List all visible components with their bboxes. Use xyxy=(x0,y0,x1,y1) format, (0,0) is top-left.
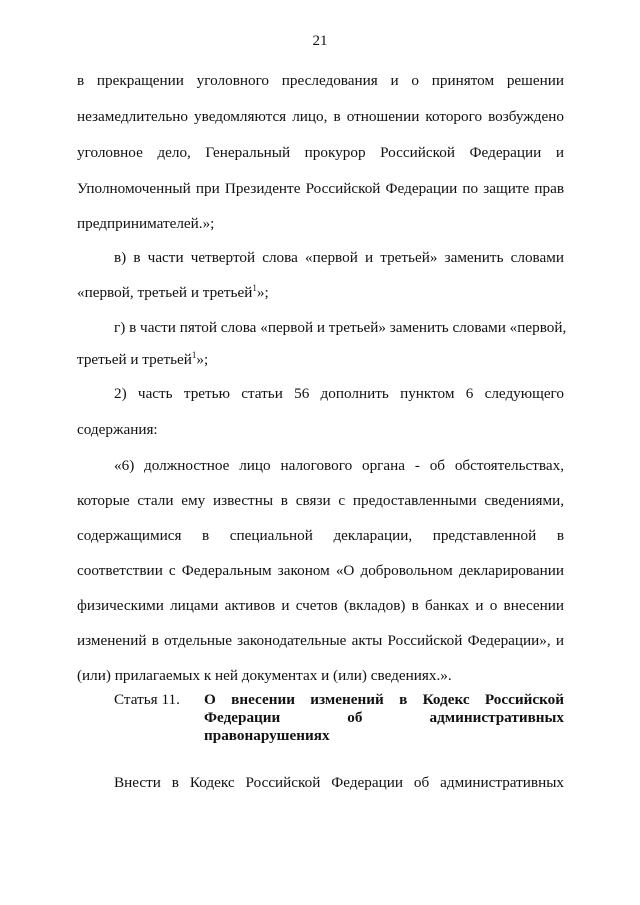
article-label: Статья 11. xyxy=(114,691,180,708)
item-2-line-2: содержания: xyxy=(77,421,158,438)
article-title-line: Федерации об административных xyxy=(204,709,564,726)
item-2-line: 2) часть третью статьи 56 дополнить пунктом 6 следующего xyxy=(114,385,564,402)
item-6-line: содержащимися в специальной декларации, представленной в xyxy=(77,527,564,544)
item-6-line: (или) прилагаемых к ней документах и (или) сведениях.». xyxy=(77,667,452,684)
paragraph-line: уголовное дело, Генеральный прокурор Российской Федерации и xyxy=(77,144,564,161)
item-g-line-2 xyxy=(77,350,564,370)
item-g-text-end: »; xyxy=(196,351,209,368)
item-6-line: соответствии с Федеральным законом «О добровольном декларировании xyxy=(77,562,564,579)
superscript-marker: 1 xyxy=(191,350,197,360)
item-v-line: в) в части четвертой слова «первой и третьей» заменить словами xyxy=(114,249,564,266)
item-6-line: которые стали ему известны в связи с предоставленными сведениями, xyxy=(77,492,564,509)
superscript-marker: 1 xyxy=(252,283,257,293)
item-6-line: изменений в отдельные законодательные акты Российской Федерации», и xyxy=(77,632,564,649)
item-v-text-end: »; xyxy=(256,284,269,301)
item-g-text: третьей и третьей xyxy=(77,351,192,368)
item-6-line: физическими лицами активов и счетов (вкладов) в банках и о внесении xyxy=(77,597,564,614)
item-6-line: «6) должностное лицо налогового органа - об обстоятельствах, xyxy=(114,457,564,474)
item-g-line: г) в части пятой слова «первой и третьей» заменить словами «первой, xyxy=(114,319,567,336)
paragraph-line: незамедлительно уведомляются лицо, в отношении которого возбуждено xyxy=(77,108,564,125)
item-v-line-2 xyxy=(77,283,564,303)
page-number: 21 xyxy=(312,33,328,49)
article-title-line: О внесении изменений в Кодекс Российской xyxy=(204,691,564,708)
paragraph-line: Уполномоченный при Президенте Российской Федерации по защите прав xyxy=(77,180,564,197)
item-v-text: «первой, третьей и третьей xyxy=(77,284,253,301)
article-title xyxy=(204,691,564,745)
paragraph-line: в прекращении уголовного преследования и о принятом решении xyxy=(77,72,564,89)
article-title-line: правонарушениях xyxy=(204,727,330,744)
paragraph-line: предпринимателей.»; xyxy=(77,215,215,232)
paragraph-line: Внести в Кодекс Российской Федерации об административных xyxy=(114,774,564,791)
